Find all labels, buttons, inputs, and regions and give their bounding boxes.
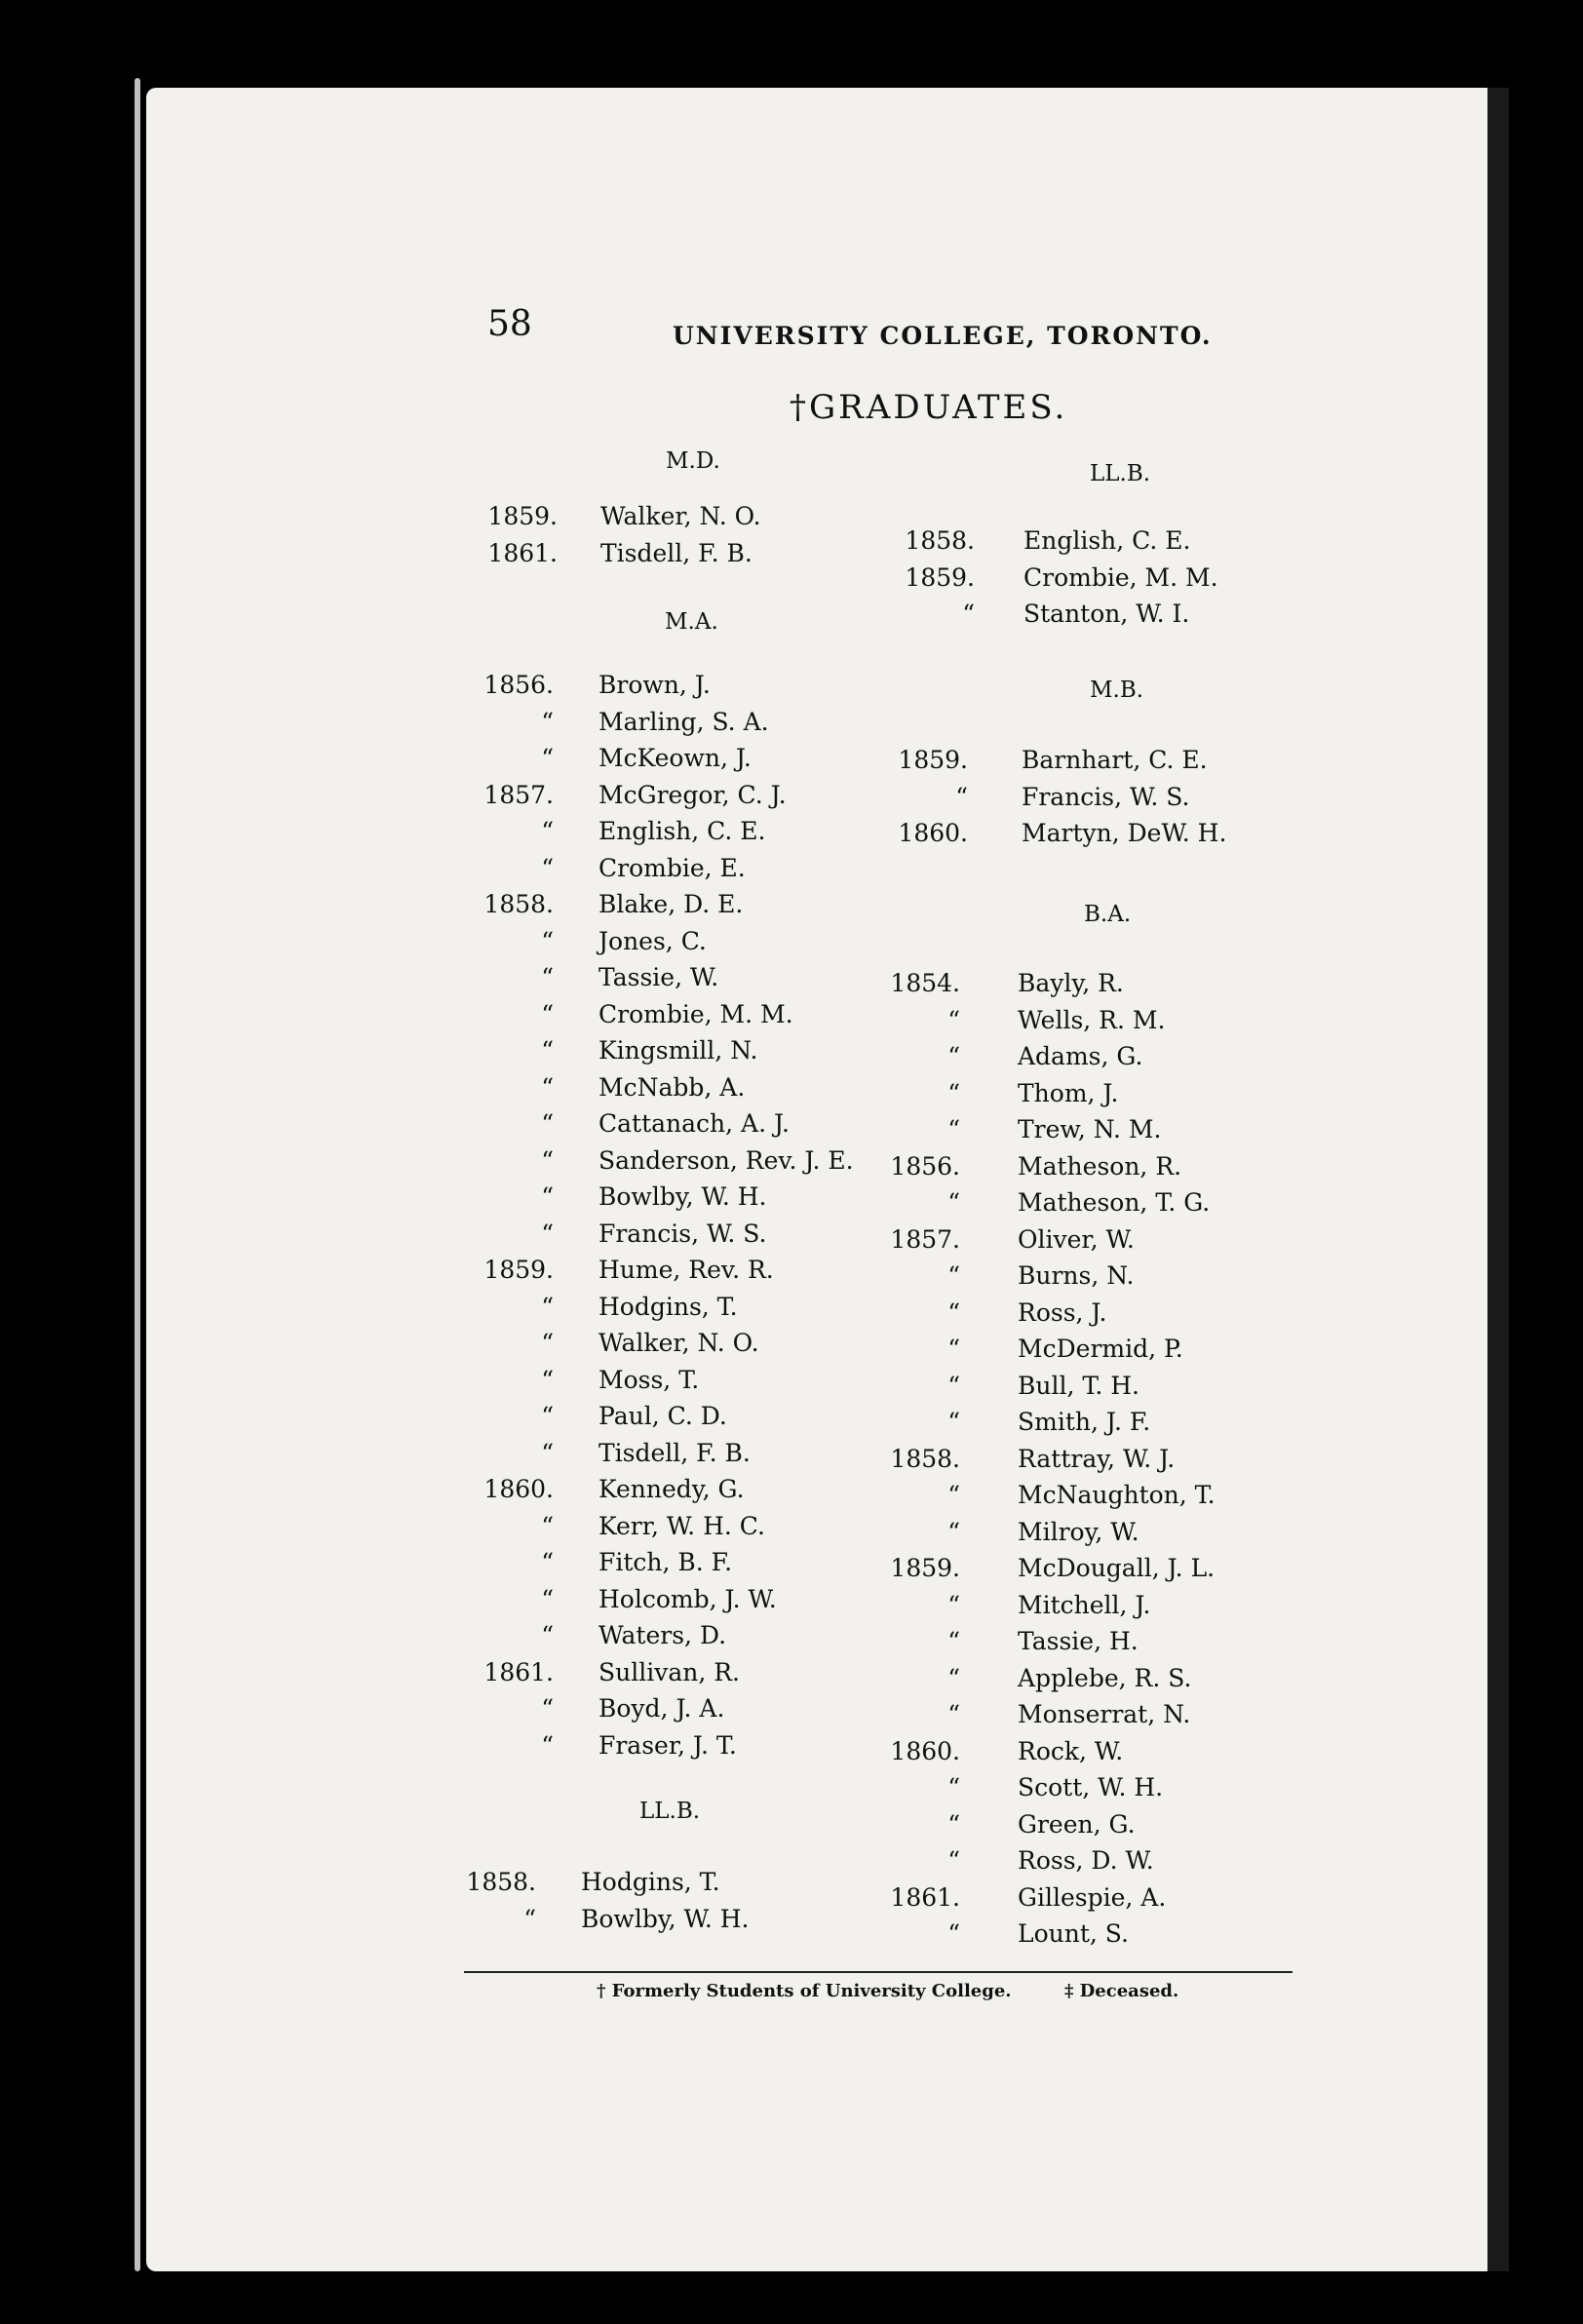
right-ba-year: “ — [947, 1335, 960, 1363]
left-ma-name: Crombie, M. M. — [598, 1000, 793, 1028]
left-ma-name: Kingsmill, N. — [598, 1036, 758, 1065]
right-ba-name: McNaughton, T. — [1018, 1481, 1216, 1509]
left-ma-year: “ — [541, 1585, 554, 1613]
heading-right-llb: LL.B. — [1090, 461, 1151, 486]
right-mb-year: 1859. — [898, 746, 968, 774]
right-ba-name: Green, G. — [1018, 1810, 1136, 1839]
left-ma-name: Waters, D. — [598, 1621, 727, 1649]
left-ma-year: 1856. — [483, 671, 554, 699]
left-ma-name: Hume, Rev. R. — [598, 1256, 774, 1284]
right-ba-year: “ — [947, 1846, 960, 1875]
right-ba-name: Applebe, R. S. — [1018, 1664, 1192, 1692]
right-llb-year: “ — [962, 600, 975, 628]
left-ma-year: “ — [541, 744, 554, 772]
left-ma-year: “ — [541, 1439, 554, 1467]
left-ma-name: Kerr, W. H. C. — [598, 1512, 765, 1540]
left-ma-year: 1859. — [483, 1256, 554, 1284]
right-ba-year: “ — [947, 1481, 960, 1509]
left-ma-year: “ — [541, 708, 554, 736]
left-ma-year: 1860. — [483, 1475, 554, 1503]
left-ma-year: “ — [541, 963, 554, 991]
right-mb-name: Barnhart, C. E. — [1022, 746, 1208, 774]
left-md-name: Walker, N. O. — [600, 502, 761, 530]
left-md-year: 1859. — [487, 502, 558, 530]
left-llb-name: Hodgins, T. — [581, 1868, 720, 1896]
right-ba-name: Smith, J. F. — [1018, 1408, 1151, 1436]
right-llb-name: Stanton, W. I. — [1023, 600, 1190, 628]
right-ba-year: “ — [947, 1042, 960, 1070]
left-ma-year: “ — [541, 1366, 554, 1394]
left-ma-name: Francis, W. S. — [598, 1220, 767, 1248]
left-ma-name: Tisdell, F. B. — [598, 1439, 751, 1467]
right-ba-name: Mitchell, J. — [1018, 1591, 1151, 1619]
left-ma-year: 1861. — [483, 1658, 554, 1686]
heading-left-ma: M.A. — [665, 609, 718, 635]
right-ba-name: Matheson, R. — [1018, 1152, 1182, 1181]
right-ba-year: “ — [947, 1919, 960, 1948]
right-ba-year: “ — [947, 1773, 960, 1801]
left-md-name: Tisdell, F. B. — [600, 539, 753, 567]
right-ba-name: Bayly, R. — [1018, 969, 1124, 997]
left-ma-year: “ — [541, 1109, 554, 1138]
right-ba-name: Scott, W. H. — [1018, 1773, 1164, 1801]
right-ba-name: Adams, G. — [1018, 1042, 1143, 1070]
left-ma-year: “ — [541, 817, 554, 845]
right-ba-name: Ross, D. W. — [1018, 1846, 1154, 1875]
left-ma-year: “ — [541, 1000, 554, 1028]
left-ma-name: McGregor, C. J. — [598, 781, 787, 809]
left-llb-year: 1858. — [466, 1868, 536, 1896]
left-ma-name: Bowlby, W. H. — [598, 1182, 767, 1211]
left-ma-name: Hodgins, T. — [598, 1293, 738, 1321]
right-ba-year: “ — [947, 1627, 960, 1655]
right-ba-name: Lount, S. — [1018, 1919, 1129, 1948]
left-ma-name: Paul, C. D. — [598, 1402, 727, 1430]
right-ba-year: “ — [947, 1188, 960, 1217]
left-ma-year: 1858. — [483, 890, 554, 918]
right-ba-year: “ — [947, 1006, 960, 1034]
left-ma-name: Boyd, J. A. — [598, 1694, 725, 1723]
footnote-deceased: ‡ Deceased. — [1064, 1981, 1179, 2001]
left-ma-year: “ — [541, 854, 554, 882]
left-ma-year: “ — [541, 1036, 554, 1065]
left-ma-name: Marling, S. A. — [598, 708, 769, 736]
right-ba-year: “ — [947, 1591, 960, 1619]
right-ba-name: Milroy, W. — [1018, 1518, 1139, 1546]
right-ba-name: Matheson, T. G. — [1018, 1188, 1211, 1217]
left-ma-year: “ — [541, 1548, 554, 1576]
right-ba-year: “ — [947, 1518, 960, 1546]
left-ma-year: 1857. — [483, 781, 554, 809]
left-ma-name: Fraser, J. T. — [598, 1731, 737, 1760]
page-edge — [135, 78, 140, 2271]
left-ma-year: “ — [541, 1146, 554, 1175]
page-number: 58 — [487, 304, 532, 344]
left-ma-name: Crombie, E. — [598, 854, 746, 882]
right-llb-year: 1859. — [905, 563, 975, 592]
heading-right-ba: B.A. — [1084, 902, 1132, 927]
right-mb-name: Martyn, DeW. H. — [1022, 819, 1227, 847]
footnote-rule — [464, 1971, 1293, 1973]
right-ba-year: 1859. — [890, 1554, 960, 1582]
left-ma-year: “ — [541, 1731, 554, 1760]
left-ma-name: Tassie, W. — [598, 963, 719, 991]
left-ma-name: McNabb, A. — [598, 1073, 746, 1102]
left-ma-year: “ — [541, 1182, 554, 1211]
right-ba-year: “ — [947, 1372, 960, 1400]
left-ma-name: Jones, C. — [598, 927, 707, 955]
left-ma-name: McKeown, J. — [598, 744, 752, 772]
left-ma-name: Sanderson, Rev. J. E. — [598, 1146, 854, 1175]
left-ma-name: Brown, J. — [598, 671, 711, 699]
right-ba-year: 1856. — [890, 1152, 960, 1181]
left-llb-year: “ — [523, 1905, 536, 1933]
right-ba-name: Wells, R. M. — [1018, 1006, 1166, 1034]
right-llb-name: English, C. E. — [1023, 526, 1191, 555]
right-ba-name: Monserrat, N. — [1018, 1700, 1191, 1728]
heading-left-llb: LL.B. — [639, 1799, 701, 1824]
left-ma-name: Blake, D. E. — [598, 890, 744, 918]
right-ba-year: 1860. — [890, 1737, 960, 1765]
left-ma-name: Walker, N. O. — [598, 1329, 759, 1357]
right-ba-name: McDermid, P. — [1018, 1335, 1183, 1363]
right-ba-name: McDougall, J. L. — [1018, 1554, 1216, 1582]
left-md-year: 1861. — [487, 539, 558, 567]
left-ma-year: “ — [541, 1512, 554, 1540]
right-ba-year: “ — [947, 1664, 960, 1692]
right-ba-name: Bull, T. H. — [1018, 1372, 1139, 1400]
left-ma-year: “ — [541, 1694, 554, 1723]
right-ba-year: “ — [947, 1810, 960, 1839]
left-ma-name: Kennedy, G. — [598, 1475, 745, 1503]
heading-right-mb: M.B. — [1090, 678, 1144, 703]
left-ma-name: English, C. E. — [598, 817, 766, 845]
right-llb-year: 1858. — [905, 526, 975, 555]
right-ba-name: Burns, N. — [1018, 1261, 1135, 1290]
running-head: UNIVERSITY COLLEGE, TORONTO. — [673, 322, 1213, 350]
right-mb-year: 1860. — [898, 819, 968, 847]
right-ba-year: “ — [947, 1700, 960, 1728]
right-ba-name: Tassie, H. — [1018, 1627, 1139, 1655]
right-llb-name: Crombie, M. M. — [1023, 563, 1218, 592]
left-ma-name: Holcomb, J. W. — [598, 1585, 777, 1613]
left-ma-name: Sullivan, R. — [598, 1658, 741, 1686]
right-ba-name: Ross, J. — [1018, 1298, 1107, 1327]
right-ba-name: Gillespie, A. — [1018, 1883, 1167, 1912]
right-ba-year: 1857. — [890, 1225, 960, 1254]
right-ba-year: “ — [947, 1261, 960, 1290]
left-llb-name: Bowlby, W. H. — [581, 1905, 750, 1933]
right-ba-year: 1861. — [890, 1883, 960, 1912]
section-title: †GRADUATES. — [790, 388, 1068, 427]
left-ma-year: “ — [541, 1293, 554, 1321]
right-ba-year: 1854. — [890, 969, 960, 997]
left-ma-year: “ — [541, 927, 554, 955]
right-ba-name: Thom, J. — [1018, 1079, 1119, 1107]
right-ba-year: “ — [947, 1298, 960, 1327]
footnote-formerly: † Formerly Students of University College. — [597, 1981, 1012, 2001]
heading-left-md: M.D. — [666, 448, 720, 474]
left-ma-year: “ — [541, 1402, 554, 1430]
right-ba-name: Trew, N. M. — [1018, 1115, 1162, 1143]
binding-shadow — [1487, 88, 1509, 2271]
left-ma-year: “ — [541, 1621, 554, 1649]
right-ba-year: “ — [947, 1079, 960, 1107]
left-ma-year: “ — [541, 1073, 554, 1102]
left-ma-name: Cattanach, A. J. — [598, 1109, 791, 1138]
right-ba-year: “ — [947, 1115, 960, 1143]
right-ba-name: Rock, W. — [1018, 1737, 1124, 1765]
left-ma-year: “ — [541, 1329, 554, 1357]
right-ba-year: “ — [947, 1408, 960, 1436]
left-ma-name: Moss, T. — [598, 1366, 700, 1394]
left-ma-name: Fitch, B. F. — [598, 1548, 733, 1576]
left-ma-year: “ — [541, 1220, 554, 1248]
right-mb-name: Francis, W. S. — [1022, 783, 1190, 811]
right-mb-year: “ — [955, 783, 968, 811]
right-ba-name: Rattray, W. J. — [1018, 1445, 1176, 1473]
right-ba-year: 1858. — [890, 1445, 960, 1473]
right-ba-name: Oliver, W. — [1018, 1225, 1135, 1254]
